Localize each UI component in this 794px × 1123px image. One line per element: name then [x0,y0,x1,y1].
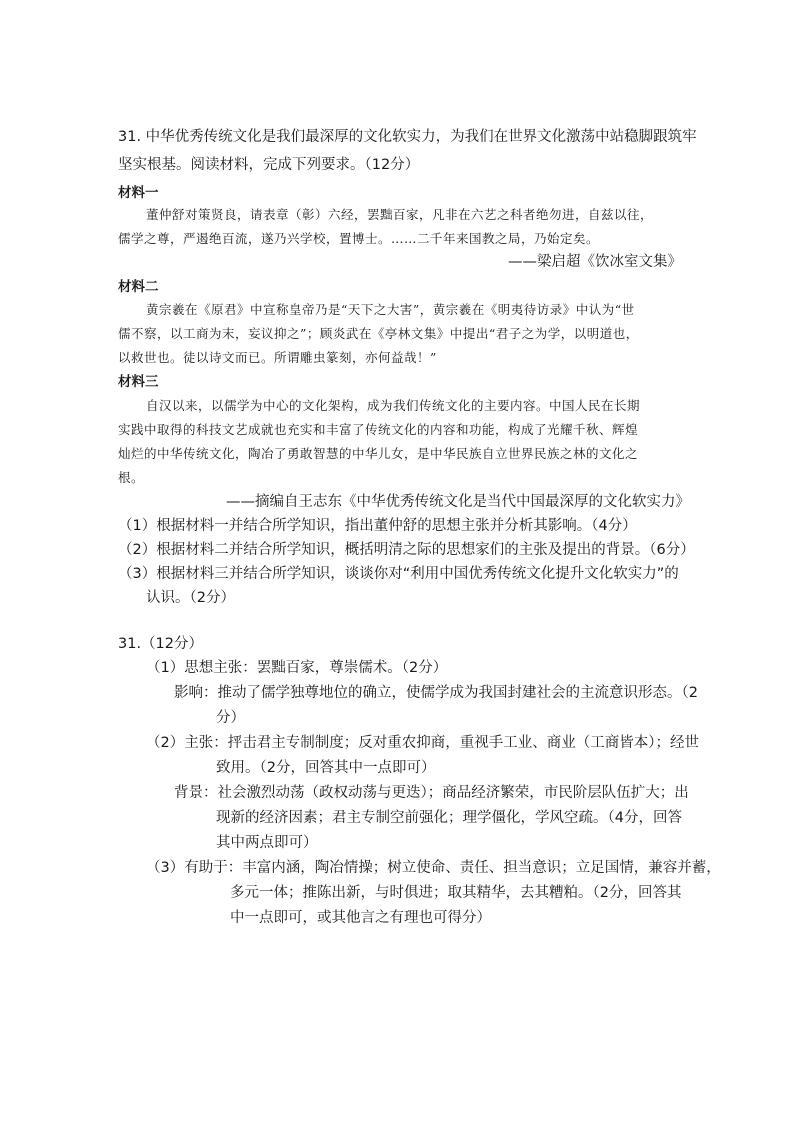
material2-line: 以救世也。徒以诗文而已。所谓雕虫篆刻，亦何益哉！” [118,350,437,365]
material2-title: 材料二 [118,279,159,295]
material1-line: 儒学之尊，严遏绝百流，遂乃兴学校，置博士。……二千年来国教之局，乃始定矣。 [118,231,600,246]
answer-line: 中一点即可，或其他言之有理也可得分） [230,910,491,926]
answer-heading: 31.（12分） [118,636,204,652]
material3-source: ——摘编自王志东《中华优秀传统文化是当代中国最深厚的文化软实力》 [226,494,690,510]
task-3: （3）根据材料三并结合所学知识，谈谈你对“利用中国优秀传统文化提升文化软实力”的 [118,566,679,582]
answer-line: 分） [216,710,245,726]
question-heading-line2: 坚实根基。阅读材料，完成下列要求。（12分） [118,157,420,173]
material1-title: 材料一 [118,185,159,201]
task-3-cont: 认识。（2分） [146,590,235,606]
material2-line: 黄宗羲在《原君》中宣称皇帝乃是“天下之大害”，黄宗羲在《明夷待访录》中认为“世 [146,302,635,317]
answer-line: 背景：社会激烈动荡（政权动荡与更迭）；商品经济繁荣，市民阶层队伍扩大；出 [174,785,689,801]
task-2: （2）根据材料二并结合所学知识，概括明清之际的思想家们的主张及提出的背景。（6分） [118,542,695,558]
task-1: （1）根据材料一并结合所学知识，指出董仲舒的思想主张并分析其影响。（4分） [118,518,637,534]
answer-line: 现新的经济因素；君主专制空前强化；理学僵化，学风空疏。（4分，回答 [216,810,682,826]
material3-title: 材料三 [118,374,159,390]
material3-line: 灿烂的中华传统文化，陶冶了勇敢智慧的中华儿女，是中华民族自立世界民族之林的文化之 [118,446,639,461]
answer-line: （3）有助于：丰富内涵，陶冶情操；树立使命、责任、担当意识；立足国情，兼容并蓄， [146,860,721,876]
answer-line: 其中两点即可） [216,835,318,851]
answer-line: 影响：推动了儒学独尊地位的确立，使儒学成为我国封建社会的主流意识形态。（2 [174,685,698,701]
answer-line: （2）主张：抨击君主专制制度；反对重农抑商，重视手工业、商业（工商皆本）；经世 [146,735,699,751]
material3-line: 自汉以来，以儒学为中心的文化架构，成为我们传统文化的主要内容。中国人民在长期 [146,398,641,413]
material3-line: 根。 [118,470,145,485]
material2-line: 儒不察，以工商为末，妄议抑之”；顾炎武在《亭林文集》中提出“君子之为学，以明道也， [118,326,639,341]
answer-line: 多元一体；推陈出新，与时俱进；取其精华，去其糟粕。（2分，回答其 [230,885,682,901]
question-heading-line1: 31. 中华优秀传统文化是我们最深厚的文化软实力，为我们在世界文化激荡中站稳脚跟筑牢 [118,129,697,145]
material3-line: 实践中取得的科技文艺成就也充实和丰富了传统文化的内容和功能，构成了光耀千秋、辉煌 [118,422,639,437]
answer-line: 致用。（2分，回答其中一点即可） [216,760,436,776]
answer-line: （1）思想主张：罢黜百家，尊崇儒术。（2分） [146,660,448,676]
material1-source: ——梁启超《饮冰室文集》 [508,254,682,270]
material1-line: 董仲舒对策贤良，请表章（彰）六经，罢黜百家，凡非在六艺之科者绝勿进，自兹以往， [146,207,654,222]
